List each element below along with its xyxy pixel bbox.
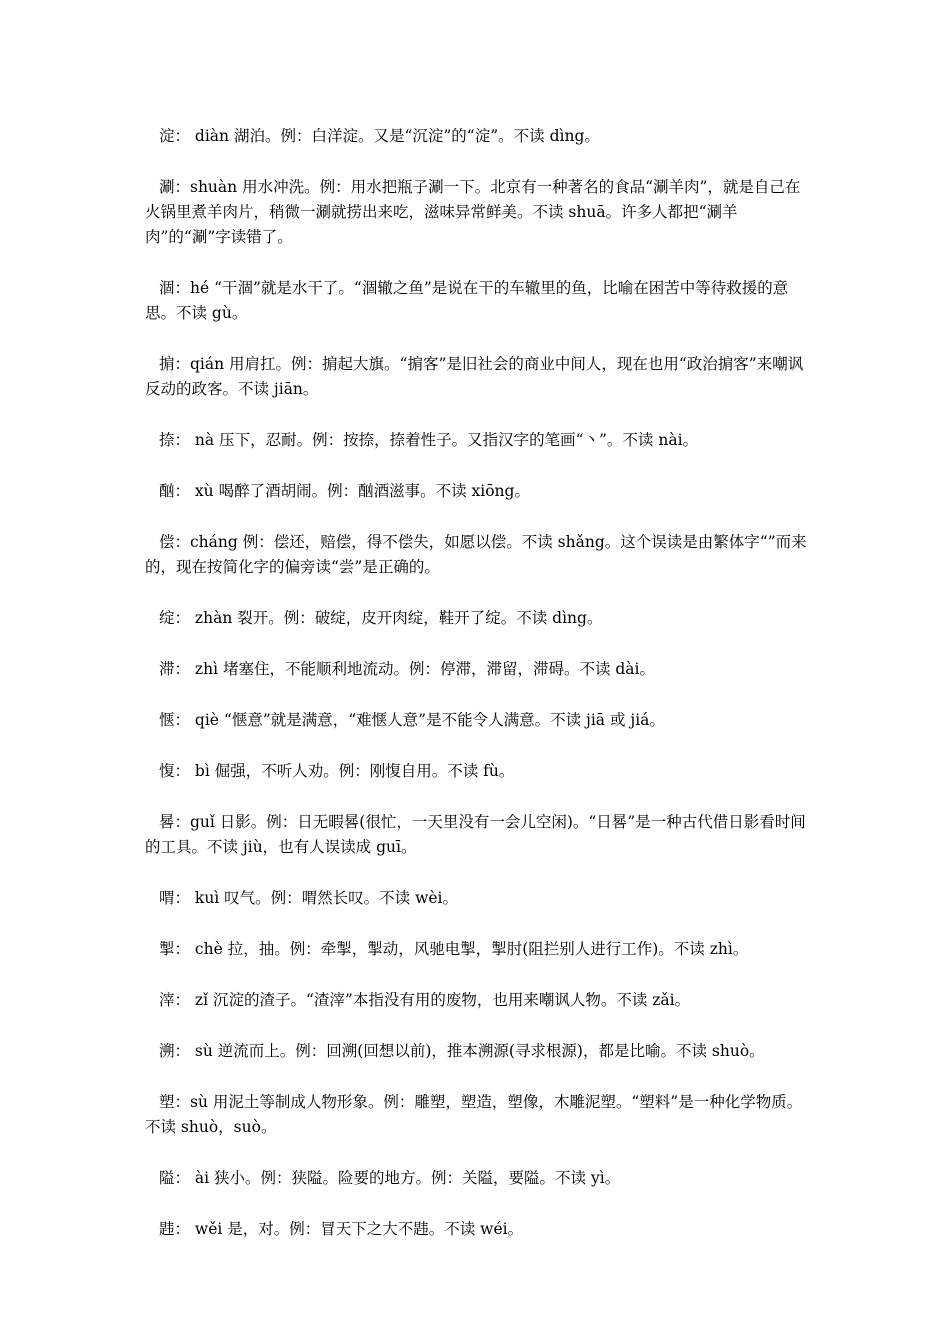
entry-bi: 愎： bì 倔强，不听人劝。例：刚愎自用。不读 fù。 xyxy=(159,762,515,780)
pronunciation-entry-list xyxy=(145,124,813,1268)
entry-dian: 淀： diàn 湖泊。例：白洋淀。又是“沉淀”的“淀”。不读 dìng。 xyxy=(159,127,600,145)
entry-gui: 晷：guǐ 日影。例：日无暇晷(很忙，一天里没有一会儿空闲)。“日晷”是一种古代借日影看时间的工具。不读 jiù，也有人误读成 guī。 xyxy=(145,813,806,856)
entry-che: 掣： chè 拉，抽。例：牵掣，掣动，风驰电掣，掣肘(阻拦别人进行工作)。不读 zhì。 xyxy=(159,940,749,958)
entry-chang: 偿：cháng 例：偿还，赔偿，得不偿失，如愿以偿。不读 shǎng。这个误读是由繁体字“”而来的，现在按简化字的偏旁读“尝”是正确的。 xyxy=(145,533,807,576)
entry-zhan: 绽： zhàn 裂开。例：破绽，皮开肉绽，鞋开了绽。不读 dìng。 xyxy=(159,609,603,627)
entry-xu: 酗： xù 喝醉了酒胡闹。例：酗酒滋事。不读 xiōng。 xyxy=(159,482,530,500)
entry-zhi: 滞： zhì 堵塞住，不能顺利地流动。例：停滞，滞留，滞碍。不读 dài。 xyxy=(159,660,656,678)
entry-shuan: 涮：shuàn 用水冲洗。例：用水把瓶子涮一下。北京有一种著名的食品“涮羊肉”，就是自己在火锅里煮羊肉片，稍微一涮就捞出来吃，滋味异常鲜美。不读 shuā。许多人都把“涮羊肉”的“涮”字读错了。 xyxy=(145,178,801,246)
entry-wei: 韪： wěi 是，对。例：冒天下之大不韪。不读 wéi。 xyxy=(159,1220,524,1238)
entry-su-sculpt: 塑：sù 用泥土等制成人物形象。例：雕塑，塑造，塑像，木雕泥塑。“塑料”是一种化学物质。不读 shuò，suò。 xyxy=(145,1093,803,1136)
entry-ai: 隘： ài 狭小。例：狭隘。险要的地方。例：关隘，要隘。不读 yì。 xyxy=(159,1169,621,1187)
entry-zi: 滓： zǐ 沉淀的渣子。“渣滓”本指没有用的废物，也用来嘲讽人物。不读 zǎi。 xyxy=(159,991,691,1009)
entry-qian: 掮：qián 用肩扛。例：掮起大旗。“掮客”是旧社会的商业中间人，现在也用“政治掮客”来嘲讽反动的政客。不读 jiān。 xyxy=(145,355,804,398)
entry-he: 涸：hé “干涸”就是水干了。“涸辙之鱼”是说在干的车辙里的鱼，比喻在困苦中等待救援的意思。不读 gù。 xyxy=(145,279,789,322)
entry-su-backtrace: 溯： sù 逆流而上。例：回溯(回想以前)，推本溯源(寻求根源)，都是比喻。不读 shuò。 xyxy=(159,1042,765,1060)
entry-na: 捺： nà 压下，忍耐。例：按捺，捺着性子。又指汉字的笔画“丶”。不读 nài。 xyxy=(159,431,699,449)
entry-qie: 惬： qiè “惬意”就是满意，“难惬人意”是不能令人满意。不读 jiā 或 jiá。 xyxy=(159,711,665,729)
entry-kui: 喟： kuì 叹气。例：喟然长叹。不读 wèi。 xyxy=(159,889,459,907)
